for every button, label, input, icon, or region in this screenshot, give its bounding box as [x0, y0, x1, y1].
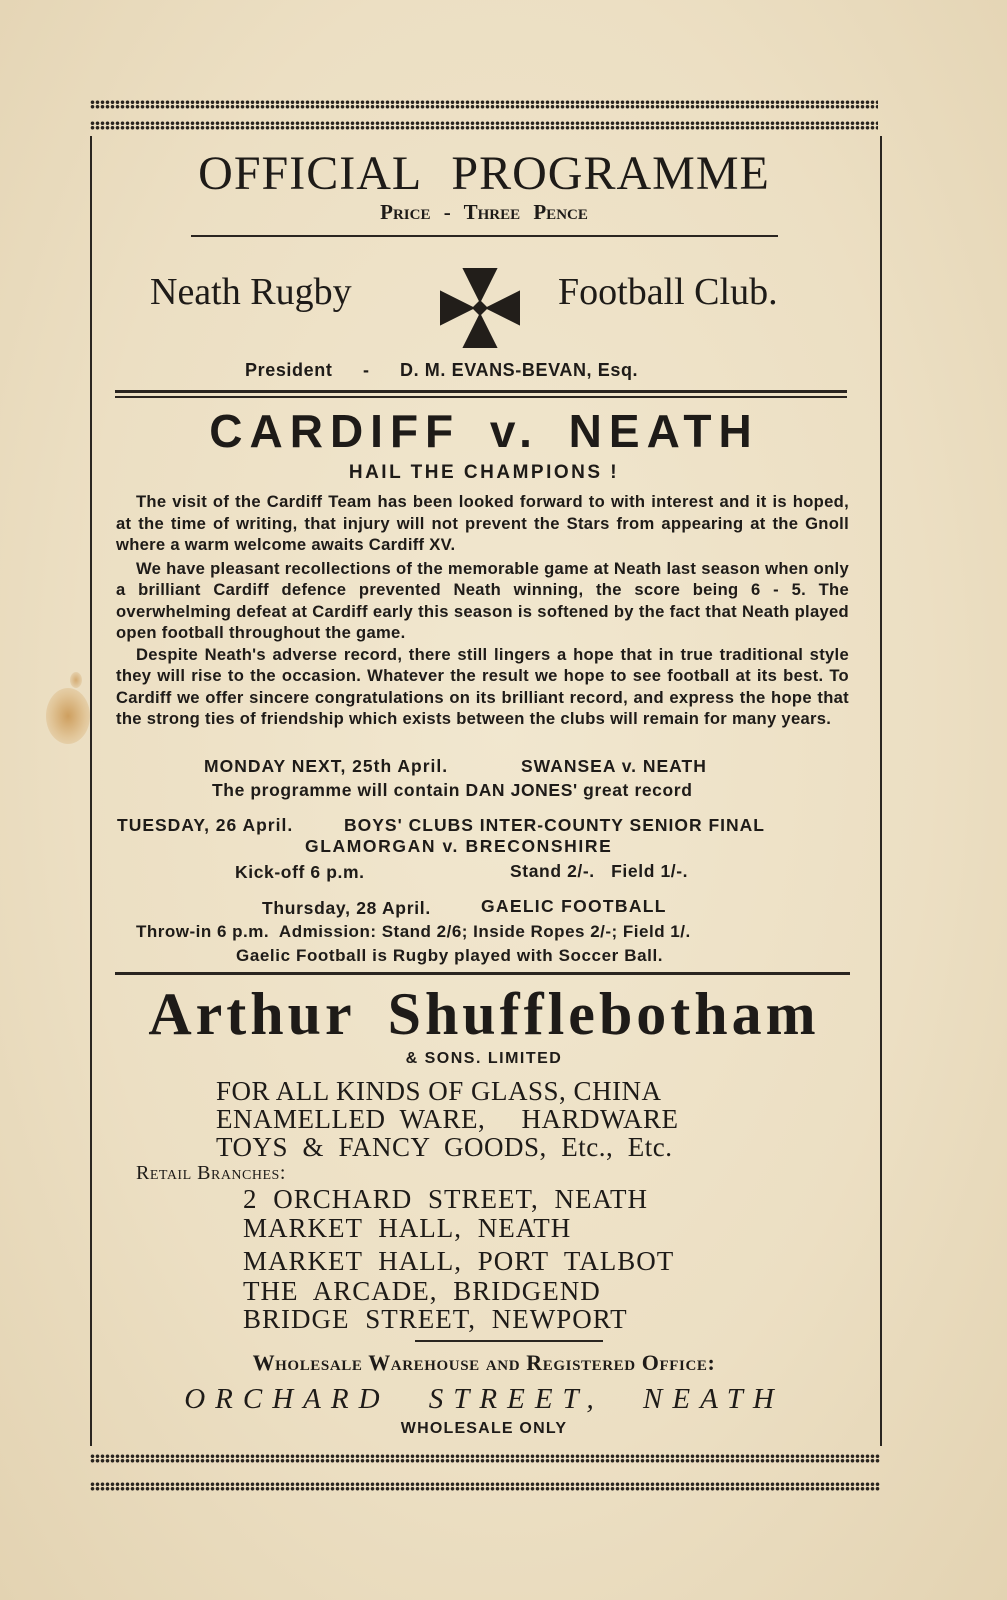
top-border-chain	[90, 121, 878, 130]
club-name-left: Neath Rugby	[150, 271, 352, 313]
fixture-date: MONDAY NEXT, 25th April.	[204, 756, 449, 776]
article-paragraph: We have pleasant recollections of the memorable game at Neath last season when only a brilliant Cardiff defence prevented Neath winning, the score being 6 - 5. The overwhelming defeat at Cardiff early this season is softened by the fact that Neath played open football throughout the game.	[116, 558, 849, 642]
match-subtitle: HAIL THE CHAMPIONS !	[348, 462, 620, 483]
goods-line: TOYS & FANCY GOODS, Etc., Etc.	[216, 1132, 673, 1162]
advertiser-suffix: & SONS. LIMITED	[405, 1050, 563, 1067]
double-rule	[115, 390, 847, 393]
fixture-date: Thursday, 28 April.	[262, 898, 431, 918]
water-stain	[70, 672, 82, 688]
branch-address: MARKET HALL, PORT TALBOT	[243, 1246, 675, 1276]
fixture-note: Gaelic Football is Rugby played with Soccer Ball.	[236, 946, 664, 965]
fixture-match: GLAMORGAN v. BRECONSHIRE	[305, 836, 613, 856]
club-name-right: Football Club.	[558, 271, 778, 313]
branch-address: 2 ORCHARD STREET, NEATH	[243, 1184, 649, 1214]
fixture-match: SWANSEA v. NEATH	[521, 756, 707, 776]
top-border-chain	[90, 100, 878, 109]
wholesale-note: WHOLESALE ONLY	[400, 1420, 568, 1437]
president-dash: -	[363, 360, 370, 380]
fixture-note: The programme will contain DAN JONES' great record	[212, 780, 693, 800]
maltese-cross-icon	[440, 268, 520, 348]
divider	[115, 972, 850, 975]
fixture-event: BOYS' CLUBS INTER-COUNTY SENIOR FINAL	[344, 815, 765, 835]
divider	[415, 1340, 603, 1342]
goods-list	[216, 1077, 678, 1161]
match-article	[116, 491, 849, 730]
divider	[191, 235, 778, 237]
fixture-date: TUESDAY, 26 April.	[117, 815, 294, 835]
goods-line: ENAMELLED WARE, HARDWARE	[216, 1104, 679, 1134]
article-paragraph: The visit of the Cardiff Team has been looked forward to with interest and it is hoped, at the time of writing, that injury will not prevent the Stars from appearing at the Gnoll where a warm welcome awaits Cardiff XV.	[116, 492, 849, 554]
warehouse-address: ORCHARD STREET, NEATH	[184, 1383, 784, 1415]
retail-branches-label: Retail Branches:	[136, 1162, 286, 1184]
programme-title: OFFICIAL PROGRAMME	[198, 147, 770, 200]
bottom-border-chain	[90, 1454, 880, 1463]
article-paragraph: Despite Neath's adverse record, there still lingers a hope that in true traditional style they will rise to the occasion. Whatever the result we hope to see football at its best. To Cardiff we offer sincere congratulations on its brilliant record, and express the hope that the strong ties of friendship which exists between the clubs will remain for many years.	[116, 644, 849, 728]
warehouse-label: Wholesale Warehouse and Registered Office:	[252, 1350, 716, 1375]
fixture-prices: Stand 2/-. Field 1/-.	[510, 861, 689, 881]
branch-address: BRIDGE STREET, NEWPORT	[243, 1304, 628, 1334]
fixture-kickoff: Kick-off 6 p.m.	[235, 862, 365, 882]
water-stain	[46, 688, 90, 744]
fixture-event: GAELIC FOOTBALL	[481, 896, 667, 916]
price-line: Price - Three Pence	[380, 200, 588, 224]
fixture-details: Throw-in 6 p.m. Admission: Stand 2/6; Inside Ropes 2/-; Field 1/.	[136, 922, 691, 941]
branch-address: MARKET HALL, NEATH	[243, 1213, 572, 1243]
bottom-border-chain	[90, 1482, 880, 1491]
advertiser-name: Arthur Shufflebotham	[148, 981, 820, 1047]
president-name: D. M. EVANS-BEVAN, Esq.	[400, 360, 639, 380]
match-title: CARDIFF v. NEATH	[209, 405, 759, 457]
branch-address: THE ARCADE, BRIDGEND	[243, 1276, 601, 1306]
president-label: President	[245, 360, 333, 380]
double-rule	[115, 396, 847, 398]
goods-line: FOR ALL KINDS OF GLASS, CHINA	[216, 1076, 662, 1106]
